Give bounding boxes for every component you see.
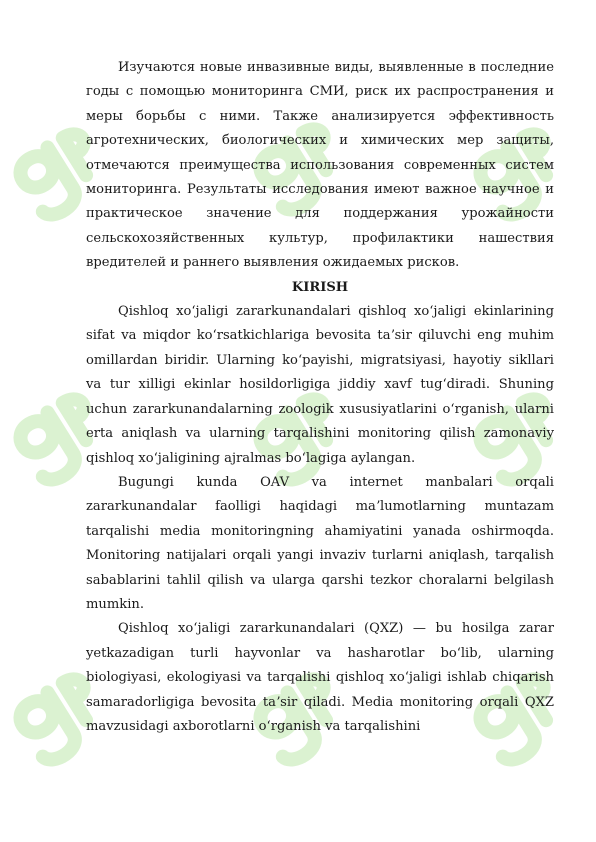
body-paragraph-1: Qishloq xoʻjaligi zararkunandalari qishloq xoʻjaligi ekinlarining sifat va miqdor koʻrsatkichlariga bevosita taʼsir qiluvchi eng muhim omillardan biridir. Ularning koʻpayishi, migratsiyasi, hayotiy sikllari va tur xilligi ekinlar hosildorligiga jiddiy xavf tugʻdiradi. Shuning uchun zararkunandalarning zoologik xususiyatlarini oʻrganish, ularni erta aniqlash va ularning tarqalishini monitoring qilish zamonaviy qishloq xoʻjaligining ajralmas boʻlagiga aylangan.: [86, 304, 554, 466]
body-paragraph-2: Bugungi kunda OAV va internet manbalari orqali zararkunandalar faolligi haqidagi maʼlumotlarning muntazam tarqalishi media monitoringning ahamiyatini yanada oshirmoqda. Monitoring natijalari orqali yangi invaziv turlarni aniqlash, tarqalish sabablarini tahlil qilish va ularga qarshi tezkor choralarni belgilash mumkin.: [86, 474, 554, 612]
section-heading-kirish: KIRISH: [291, 279, 349, 295]
body-paragraph-3: Qishloq xoʻjaligi zararkunandalari (QXZ) — bu hosilga zarar yetkazadigan turli hayvonlar va hasharotlar boʻlib, ularning biologiyasi, ekologiyasi va tarqalishi qishloq xoʻjaligi ishlab chiqarish samaradorligiga bevosita taʼsir qiladi. Media monitoring orqali QXZ mavzusidagi axborotlarni oʻrganish va tarqalishini: [86, 621, 554, 734]
document-page: [86, 56, 554, 739]
abstract-paragraph: Изучаются новые инвазивные виды, выявленные в последние годы с помощью мониторинга СМИ, риск их распространения и меры борьбы с ними. Также анализируется эффективность агротехнических, биологических и химических мер защиты, отмечаются преимущества использования современных систем мониторинга. Результаты исследования имеют важное научное и практическое значение для поддержания урожайности сельскохозяйственных культур, профилактики нашествия вредителей и раннего выявления ожидаемых рисков.: [86, 60, 554, 271]
